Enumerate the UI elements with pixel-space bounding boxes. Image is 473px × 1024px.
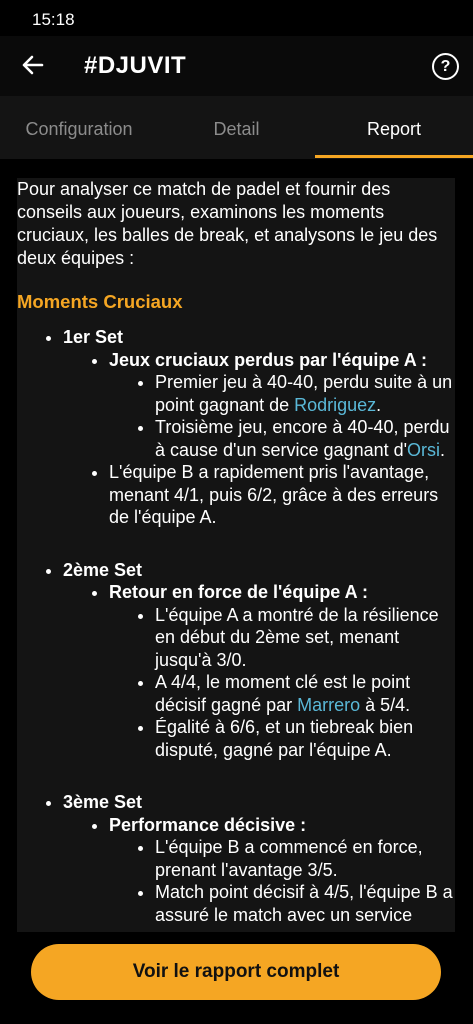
- help-icon: ?: [440, 58, 451, 75]
- report-intro: Pour analyser ce match de padel et fournir des conseils aux joueurs, examinons les moments cruciaux, les balles de break, et analysons le jeu des deux équipes :: [17, 179, 438, 268]
- list-item: [109, 581, 455, 761]
- status-bar: [0, 0, 473, 36]
- list-item: [109, 349, 455, 462]
- list-item: • L'équipe A a montré de la résilience en début du 2ème set, menant jusqu'à 3/0.: [155, 604, 455, 672]
- list-item: • Égalité à 6/6, et un tiebreak bien disputé, gagné par l'équipe A.: [155, 716, 455, 761]
- tab-configuration[interactable]: Configuration: [25, 119, 133, 139]
- set-title: 1er Set: [63, 327, 124, 347]
- player-link[interactable]: Rodriguez: [294, 394, 377, 415]
- app-bar: [0, 36, 473, 96]
- arrow-left-icon: [18, 50, 48, 80]
- set-title: 3ème Set: [63, 792, 143, 812]
- back-button[interactable]: [18, 50, 48, 80]
- subsection-title: Performance décisive :: [109, 814, 307, 835]
- list-item: • Troisième jeu, encore à 40-40, perdu à cause d'un service gagnant d'Orsi.: [155, 416, 455, 461]
- subsection-title: Retour en force de l'équipe A :: [109, 582, 368, 602]
- sets-list: [17, 326, 455, 926]
- active-tab-indicator: [315, 155, 473, 158]
- section-title: Moments Cruciaux: [17, 291, 183, 312]
- list-item: • A 4/4, le moment clé est le point décisif gagné par Marrero à 5/4.: [155, 671, 455, 716]
- set-title: 2ème Set: [63, 559, 143, 580]
- page-title: #DJUVIT: [84, 52, 187, 79]
- list-item: • L'équipe B a commencé en force, prenant l'avantage 3/5.: [155, 836, 455, 881]
- set-item: [63, 559, 455, 780]
- list-item: • Premier jeu à 40-40, perdu suite à un point gagnant de Rodriguez.: [155, 371, 455, 416]
- tab-bar: [0, 96, 473, 159]
- list-item: [109, 814, 455, 927]
- status-time: 15:18: [32, 10, 75, 29]
- player-link[interactable]: Marrero: [297, 694, 361, 715]
- list-item: • L'équipe B a rapidement pris l'avantage, menant 4/1, puis 6/2, grâce à des erreurs de l'équipe A.: [109, 461, 455, 529]
- subsection-title: Jeux cruciaux perdus par l'équipe A :: [109, 349, 428, 370]
- player-link[interactable]: Orsi: [407, 439, 441, 460]
- help-button[interactable]: [432, 53, 459, 80]
- tab-detail[interactable]: Detail: [213, 119, 260, 139]
- list-item: • Match point décisif à 4/5, l'équipe B a assuré le match avec un service: [155, 881, 455, 926]
- set-item: [63, 791, 455, 926]
- report-content[interactable]: [17, 178, 455, 932]
- set-item: [63, 326, 455, 547]
- tab-report[interactable]: Report: [366, 119, 422, 139]
- full-report-button[interactable]: Voir le rapport complet: [31, 944, 441, 1000]
